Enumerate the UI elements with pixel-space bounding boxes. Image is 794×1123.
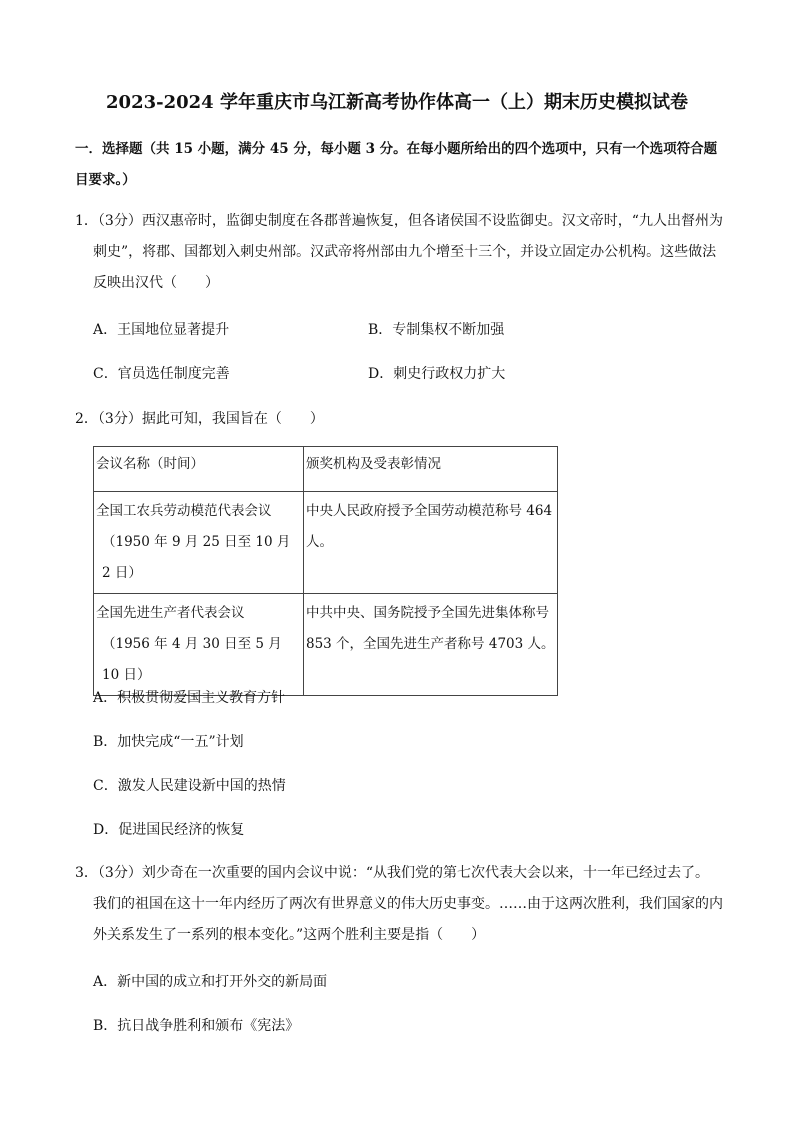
document-title: 2023-2024 学年重庆市乌江新高考协作体高一（上）期末历史模拟试卷 bbox=[106, 92, 688, 113]
meeting-time: （1956 年 4 月 30 日至 5 月 10 日） bbox=[102, 636, 282, 683]
meeting-name: 全国工农兵劳动模范代表会议 bbox=[96, 503, 272, 519]
question-1-option-c[interactable]: C．官员选任制度完善 bbox=[93, 366, 230, 382]
section-heading-line2: 目要求。） bbox=[75, 172, 136, 188]
table-header-row bbox=[94, 447, 558, 492]
table-cell-meeting bbox=[94, 594, 304, 696]
question-3-option-b[interactable]: B．抗日战争胜利和颁布《宪法》 bbox=[93, 1018, 300, 1034]
question-1-stem bbox=[75, 206, 725, 299]
question-1-line1: 1．（3分）西汉惠帝时，监御史制度在各郡普遍恢复，但各诸侯国不设监御史。汉文帝时，“九人出督州为 bbox=[75, 213, 723, 229]
table-cell-award bbox=[304, 594, 558, 696]
question-3-line2: 我们的祖国在这十一年内经历了两次有世界意义的伟大历史事变。……由于这两次胜利，我们国家的内 bbox=[93, 896, 723, 912]
table-row bbox=[94, 492, 558, 594]
meeting-time: （1950 年 9 月 25 日至 10 月 2 日） bbox=[102, 534, 291, 581]
question-1-line2: 刺史”，将郡、国都划入刺史州部。汉武帝将州部由九个增至十三个，并设立固定办公机构。这些做法 bbox=[93, 244, 717, 260]
question-1-option-b[interactable]: B．专制集权不断加强 bbox=[368, 322, 505, 338]
section-heading-line1: 一．选择题（共 15 小题，满分 45 分，每小题 3 分。在每小题所给出的四个选项中，只有一个选项符合题 bbox=[75, 141, 718, 157]
table-header-cell: 会议名称（时间） bbox=[94, 447, 304, 492]
table-header-cell: 颁奖机构及受表彰情况 bbox=[304, 447, 558, 492]
question-2-option-c[interactable]: C．激发人民建设新中国的热情 bbox=[93, 778, 286, 794]
table-cell-award bbox=[304, 492, 558, 594]
meeting-name: 全国先进生产者代表会议 bbox=[96, 605, 245, 621]
award-detail-line1: 中央人民政府授予全国劳动模范称号 464 bbox=[306, 503, 553, 519]
question-3-line3: 外关系发生了一系列的根本变化。”这两个胜利主要是指（ ） bbox=[93, 927, 486, 943]
section-heading bbox=[75, 134, 725, 196]
question-2-option-a[interactable]: A．积极贯彻爱国主义教育方针 bbox=[93, 690, 286, 706]
question-2-stem: 2．（3分）据此可知，我国旨在（ ） bbox=[75, 411, 324, 427]
question-3-option-a[interactable]: A．新中国的成立和打开外交的新局面 bbox=[93, 974, 328, 990]
question-1-line3: 反映出汉代（ ） bbox=[93, 275, 219, 291]
question-1-option-d[interactable]: D．刺史行政权力扩大 bbox=[368, 366, 506, 382]
award-detail-line2: 人。 bbox=[306, 534, 333, 550]
question-3-stem bbox=[75, 858, 725, 951]
table-row bbox=[94, 594, 558, 696]
question-1-option-a[interactable]: A．王国地位显著提升 bbox=[93, 322, 230, 338]
table-cell-meeting bbox=[94, 492, 304, 594]
question-2-option-b[interactable]: B．加快完成“一五”计划 bbox=[93, 734, 244, 750]
awards-table bbox=[93, 446, 558, 696]
award-detail-line1: 中共中央、国务院授予全国先进集体称号 bbox=[306, 605, 549, 621]
question-2-option-d[interactable]: D．促进国民经济的恢复 bbox=[93, 822, 245, 838]
award-detail-line2: 853 个，全国先进生产者称号 4703 人。 bbox=[306, 636, 555, 652]
question-3-line1: 3．（3分）刘少奇在一次重要的国内会议中说：“从我们党的第七次代表大会以来，十一年已经过去了。 bbox=[75, 865, 709, 881]
